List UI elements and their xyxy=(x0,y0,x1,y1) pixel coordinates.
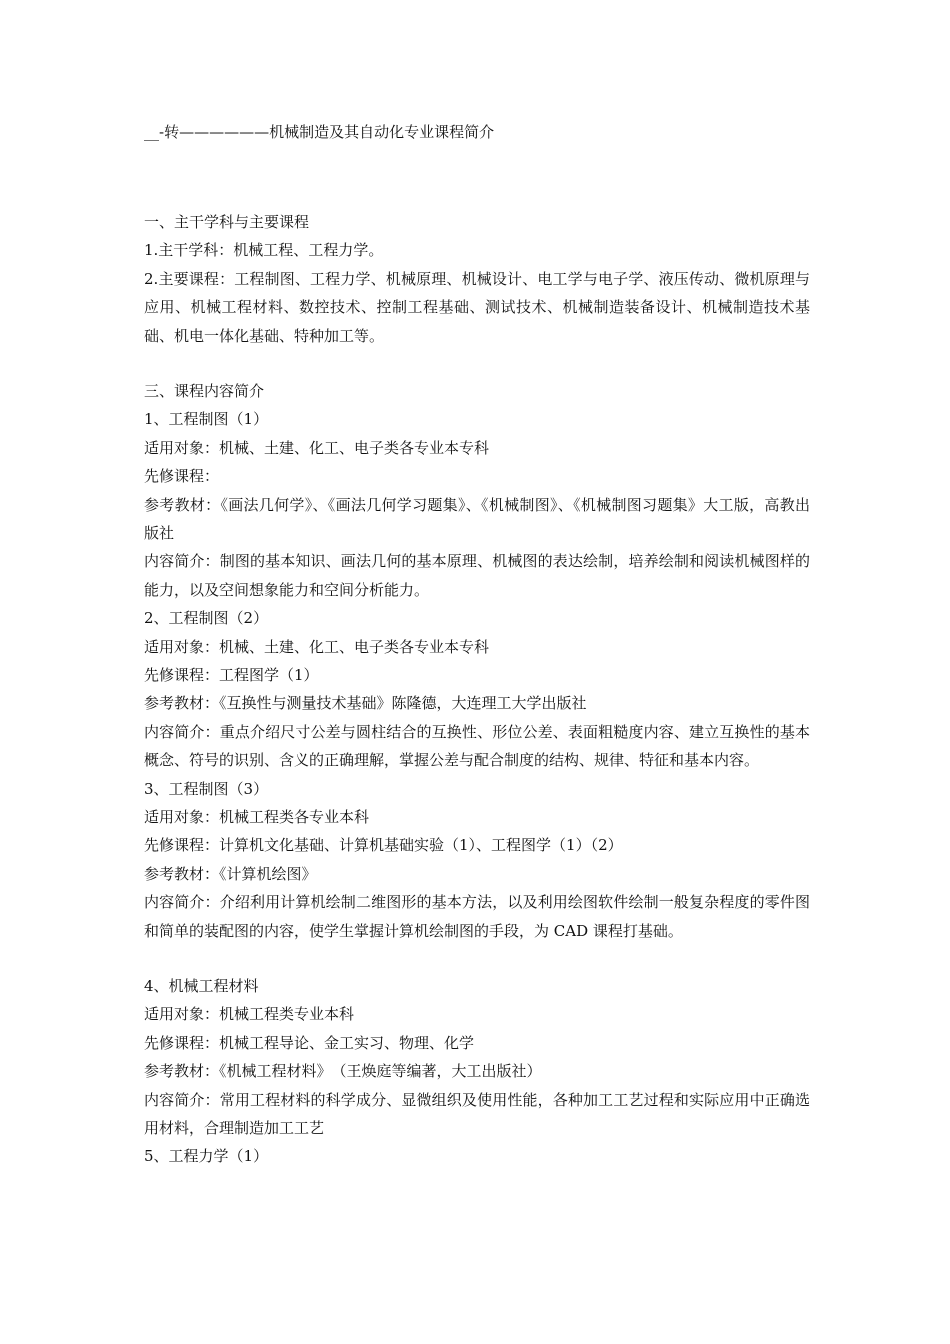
course-target: 适用对象：机械工程类专业本科 xyxy=(144,1005,355,1024)
course-intro: 内容简介：重点介绍尺寸公差与圆柱结合的互换性、形位公差、表面粗糙度内容、建立互换性的基本概念、符号的识别、含义的正确理解，掌握公差与配合制度的结构、规律、特征和基本内容。 xyxy=(144,722,810,770)
main-discipline: 1.主干学科：机械工程、工程力学。 xyxy=(144,241,384,260)
paragraph-gap xyxy=(144,350,810,377)
main-courses: 2.主要课程：工程制图、工程力学、机械原理、机械设计、电工学与电子学、液压传动、微机原理与应用、机械工程材料、数控技术、控制工程基础、测试技术、机械制造装备设计、机械制造技术基础、机电一体化基础、特种加工等。 xyxy=(144,269,810,345)
course-target: 适用对象：机械工程类各专业本科 xyxy=(144,807,370,826)
course-target: 适用对象：机械、土建、化工、电子类各专业本专科 xyxy=(144,438,490,457)
course-textbook: 参考教材：《机械工程材料》 （王焕庭等编著，大工出版社） xyxy=(144,1062,542,1081)
course-name: 5、工程力学（1） xyxy=(144,1147,269,1166)
course-prereq: 先修课程：机械工程导论、金工实习、物理、化学 xyxy=(144,1033,475,1052)
course-intro: 内容简介：介绍利用计算机绘制二维图形的基本方法，以及利用绘图软件绘制一般复杂程度的零件图和简单的装配图的内容，使学生掌握计算机绘制图的手段，为 CAD 课程打基础。 xyxy=(144,893,810,940)
course-prereq: 先修课程： xyxy=(144,467,220,486)
section-heading: 三、课程内容简介 xyxy=(144,382,265,400)
course-name: 3、工程制图（3） xyxy=(144,779,269,798)
document-body xyxy=(144,208,810,1171)
course-textbook: 参考教材：《互换性与测量技术基础》陈隆德，大连理工大学出版社 xyxy=(144,694,587,713)
course-target: 适用对象：机械、土建、化工、电子类各专业本专科 xyxy=(144,637,490,656)
course-intro: 内容简介：常用工程材料的科学成分、显微组织及使用性能，各种加工工艺过程和实际应用中正确选用材料，合理制造加工工艺 xyxy=(144,1090,810,1137)
course-name: 1、工程制图（1） xyxy=(144,410,269,429)
course-name: 2、工程制图（2） xyxy=(144,609,269,628)
course-name: 4、机械工程材料 xyxy=(144,976,259,995)
course-prereq: 先修课程：计算机文化基础、计算机基础实验（1）、工程图学（1）（2） xyxy=(144,836,623,855)
course-textbook: 参考教材：《画法几何学》、《画法几何学习题集》、《机械制图》、《机械制图习题集》大工版，高教出版社 xyxy=(144,495,810,542)
paragraph-gap xyxy=(144,945,810,972)
course-textbook: 参考教材：《计算机绘图》 xyxy=(144,864,317,883)
course-prereq: 先修课程：工程图学（1） xyxy=(144,665,319,684)
document-title: __-转——————机械制造及其自动化专业课程简介 xyxy=(144,123,495,141)
course-intro: 内容简介：制图的基本知识、画法几何的基本原理、机械图的表达绘制，培养绘制和阅读机械图样的能力，以及空间想象能力和空间分析能力。 xyxy=(144,552,810,599)
section-heading: 一、主干学科与主要课程 xyxy=(144,213,310,231)
